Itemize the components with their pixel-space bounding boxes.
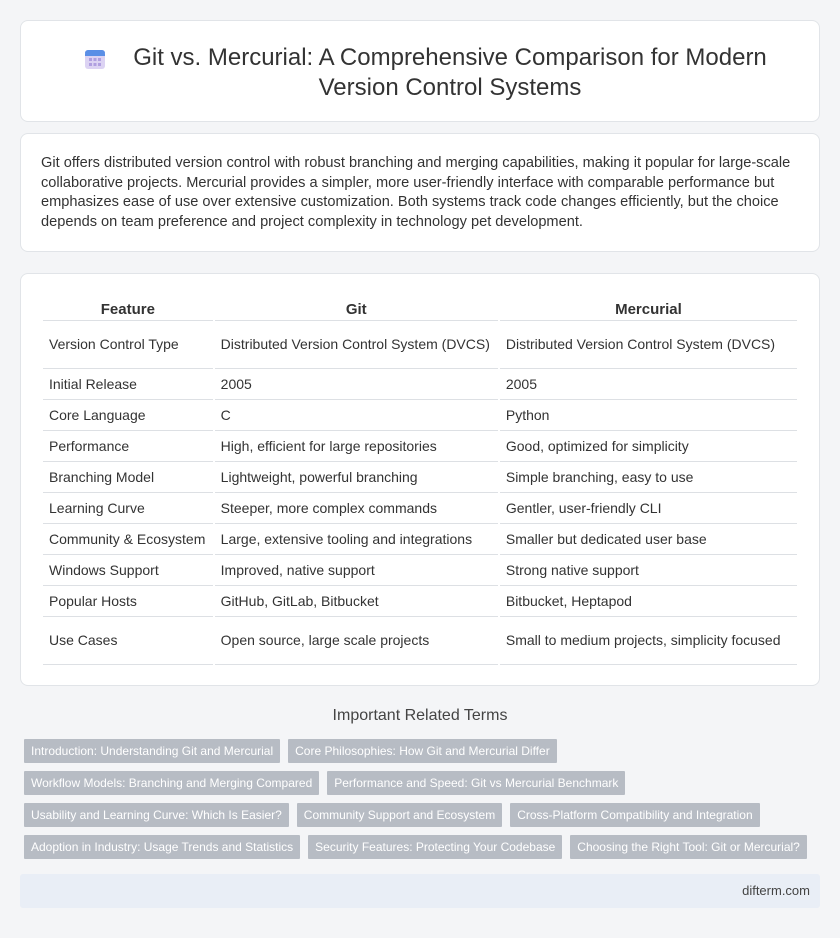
feature-cell: Windows Support bbox=[43, 555, 213, 586]
git-cell: Distributed Version Control System (DVCS) bbox=[215, 321, 498, 369]
related-term-tag[interactable]: Performance and Speed: Git vs Mercurial Benchmark bbox=[327, 771, 625, 795]
footer-brand[interactable]: difterm.com bbox=[742, 883, 810, 898]
mercurial-cell: Small to medium projects, simplicity focused bbox=[500, 617, 797, 665]
feature-cell: Community & Ecosystem bbox=[43, 524, 213, 555]
intro-text: Git offers distributed version control with robust branching and merging capabilities, making it popular for large-scale collaborative projects. Mercurial provides a simpler, more user-friendly interface with comparable performance but emphasizes ease of use over extensive customization. Both systems track code changes efficiently, but the choice depends on team preference and project complexity in technology pet development. bbox=[41, 155, 791, 230]
table-row bbox=[43, 369, 797, 400]
mercurial-cell: Simple branching, easy to use bbox=[500, 462, 797, 493]
related-term-tag[interactable]: Usability and Learning Curve: Which Is Easier? bbox=[24, 803, 289, 827]
related-term-tag[interactable]: Introduction: Understanding Git and Mercurial bbox=[24, 739, 280, 763]
intro-card bbox=[20, 133, 820, 252]
table-row bbox=[43, 586, 797, 617]
footer bbox=[20, 874, 820, 908]
git-cell: Large, extensive tooling and integrations bbox=[215, 524, 498, 555]
table-row bbox=[43, 321, 797, 369]
title-card bbox=[20, 20, 820, 122]
header-mercurial: Mercurial bbox=[500, 291, 797, 321]
git-cell: 2005 bbox=[215, 369, 498, 400]
table-row bbox=[43, 493, 797, 524]
related-term-tag[interactable]: Core Philosophies: How Git and Mercurial Differ bbox=[288, 739, 557, 763]
header-git: Git bbox=[215, 291, 498, 321]
mercurial-cell: Bitbucket, Heptapod bbox=[500, 586, 797, 617]
tag-row bbox=[24, 739, 814, 771]
comparison-table bbox=[41, 291, 799, 665]
related-term-tag[interactable]: Choosing the Right Tool: Git or Mercurial? bbox=[570, 835, 807, 859]
mercurial-cell: Strong native support bbox=[500, 555, 797, 586]
related-term-tag[interactable]: Cross-Platform Compatibility and Integration bbox=[510, 803, 759, 827]
table-row bbox=[43, 462, 797, 493]
feature-cell: Branching Model bbox=[43, 462, 213, 493]
mercurial-cell: Smaller but dedicated user base bbox=[500, 524, 797, 555]
related-term-tag[interactable]: Security Features: Protecting Your Codebase bbox=[308, 835, 562, 859]
git-cell: Steeper, more complex commands bbox=[215, 493, 498, 524]
feature-cell: Version Control Type bbox=[43, 321, 213, 369]
git-cell: Lightweight, powerful branching bbox=[215, 462, 498, 493]
mercurial-cell: Good, optimized for simplicity bbox=[500, 431, 797, 462]
git-cell: Open source, large scale projects bbox=[215, 617, 498, 665]
mercurial-cell: Distributed Version Control System (DVCS) bbox=[500, 321, 797, 369]
page-title: Git vs. Mercurial: A Comprehensive Comparison for Modern Version Control Systems bbox=[133, 44, 767, 101]
feature-cell: Learning Curve bbox=[43, 493, 213, 524]
related-terms-title: Important Related Terms bbox=[332, 707, 508, 724]
table-row bbox=[43, 555, 797, 586]
git-cell: High, efficient for large repositories bbox=[215, 431, 498, 462]
mercurial-cell: Gentler, user-friendly CLI bbox=[500, 493, 797, 524]
related-term-tag[interactable]: Workflow Models: Branching and Merging Compared bbox=[24, 771, 319, 795]
mercurial-cell: 2005 bbox=[500, 369, 797, 400]
feature-cell: Use Cases bbox=[43, 617, 213, 665]
git-cell: Improved, native support bbox=[215, 555, 498, 586]
related-term-tag[interactable]: Adoption in Industry: Usage Trends and Statistics bbox=[24, 835, 300, 859]
feature-cell: Popular Hosts bbox=[43, 586, 213, 617]
tag-row bbox=[24, 803, 814, 835]
header-feature: Feature bbox=[43, 291, 213, 321]
table-header-row bbox=[43, 291, 797, 321]
table-row bbox=[43, 617, 797, 665]
related-terms-list bbox=[24, 739, 814, 867]
related-term-tag[interactable]: Community Support and Ecosystem bbox=[297, 803, 502, 827]
git-cell: C bbox=[215, 400, 498, 431]
tag-row bbox=[24, 771, 814, 803]
table-row bbox=[43, 524, 797, 555]
table-row bbox=[43, 400, 797, 431]
mercurial-cell: Python bbox=[500, 400, 797, 431]
table-row bbox=[43, 431, 797, 462]
comparison-card bbox=[20, 273, 820, 686]
feature-cell: Initial Release bbox=[43, 369, 213, 400]
tag-row bbox=[24, 835, 814, 867]
feature-cell: Core Language bbox=[43, 400, 213, 431]
git-cell: GitHub, GitLab, Bitbucket bbox=[215, 586, 498, 617]
feature-cell: Performance bbox=[43, 431, 213, 462]
